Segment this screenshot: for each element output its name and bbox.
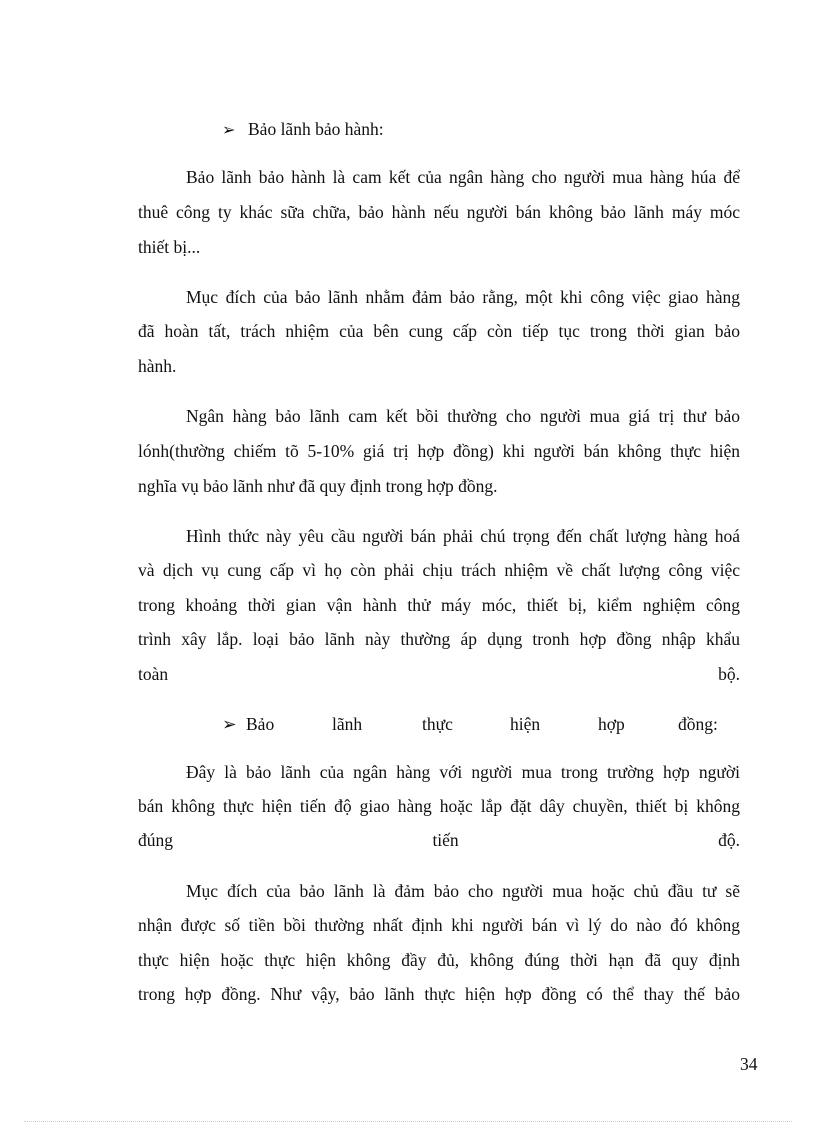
heading-text: Bảo lãnh bảo hành: <box>248 119 384 139</box>
paragraph-line: trong khoảng thời gian vận hành thử máy móc, thiết bị, kiểm nghiệm công <box>138 595 740 615</box>
paragraph-line: Hình thức này yêu cầu người bán phải chú trọng đến chất lượng hàng hoá <box>186 526 740 546</box>
paragraph-line: Bảo lãnh bảo hành là cam kết của ngân hàng cho người mua hàng húa để <box>186 167 740 187</box>
paragraph-line: trong hợp đồng. Như vậy, bảo lãnh thực hiện hợp đồng có thể thay thế bảo <box>138 984 740 1004</box>
paragraph-line: nhận được số tiền bồi thường nhất định khi người bán vì lý do nào đó không <box>138 915 740 935</box>
paragraph-line: nghĩa vụ bảo lãnh như đã quy định trong hợp đồng. <box>138 476 498 496</box>
page-number: 34 <box>740 1054 758 1074</box>
paragraph-line: toàn bộ. <box>138 664 740 684</box>
paragraph-line: thuê công ty khác sữa chữa, bảo hành nếu người bán không bảo lãnh máy móc <box>138 202 740 222</box>
paragraph-line: đúng tiến độ. <box>138 830 740 850</box>
paragraph-line: trình xây lắp. loại bảo lãnh này thường áp dụng tronh hợp đồng nhập khẩu <box>138 629 740 649</box>
heading-word: đồng: <box>678 714 718 734</box>
heading-word: thực <box>422 714 453 734</box>
section-heading-warranty <box>222 112 816 146</box>
paragraph-line: Mục đích của bảo lãnh là đảm bảo cho người mua hoặc chủ đầu tư sẽ <box>186 881 740 901</box>
paragraph-line: Đây là bảo lãnh của ngân hàng với người mua trong trường hợp người <box>186 762 740 782</box>
paragraph-line: đã hoàn tất, trách nhiệm của bên cung cấp còn tiếp tục trong thời gian bảo <box>138 321 740 341</box>
paragraph-line: hành. <box>138 356 177 376</box>
arrow-bullet-icon: ➢ <box>222 714 237 734</box>
heading-word: lãnh <box>332 714 363 734</box>
paragraph-line: lónh(thường chiếm tõ 5-10% giá trị hợp đồng) khi người bán không thực hiện <box>138 441 740 461</box>
page-bottom-divider <box>24 1121 792 1122</box>
section-heading-performance <box>222 707 722 741</box>
heading-word: Bảo <box>246 714 275 734</box>
paragraph-line: thực hiện hoặc thực hiện không đầy đủ, không đúng thời hạn đã quy định <box>138 950 740 970</box>
paragraph-line: bán không thực hiện tiến độ giao hàng hoặc lắp đặt dây chuyền, thiết bị không <box>138 796 740 816</box>
heading-word: hợp <box>598 714 625 734</box>
paragraph-line: Mục đích của bảo lãnh nhằm đảm bảo rằng, một khi công việc giao hàng <box>186 287 740 307</box>
paragraph-line: thiết bị... <box>138 237 201 257</box>
paragraph-line: và dịch vụ cung cấp vì họ còn phải chịu trách nhiệm về chất lượng công việc <box>138 560 740 580</box>
heading-word: hiện <box>510 714 541 734</box>
paragraph-line: Ngân hàng bảo lãnh cam kết bồi thường cho người mua giá trị thư bảo <box>186 406 740 426</box>
arrow-bullet-icon: ➢ <box>222 122 236 139</box>
